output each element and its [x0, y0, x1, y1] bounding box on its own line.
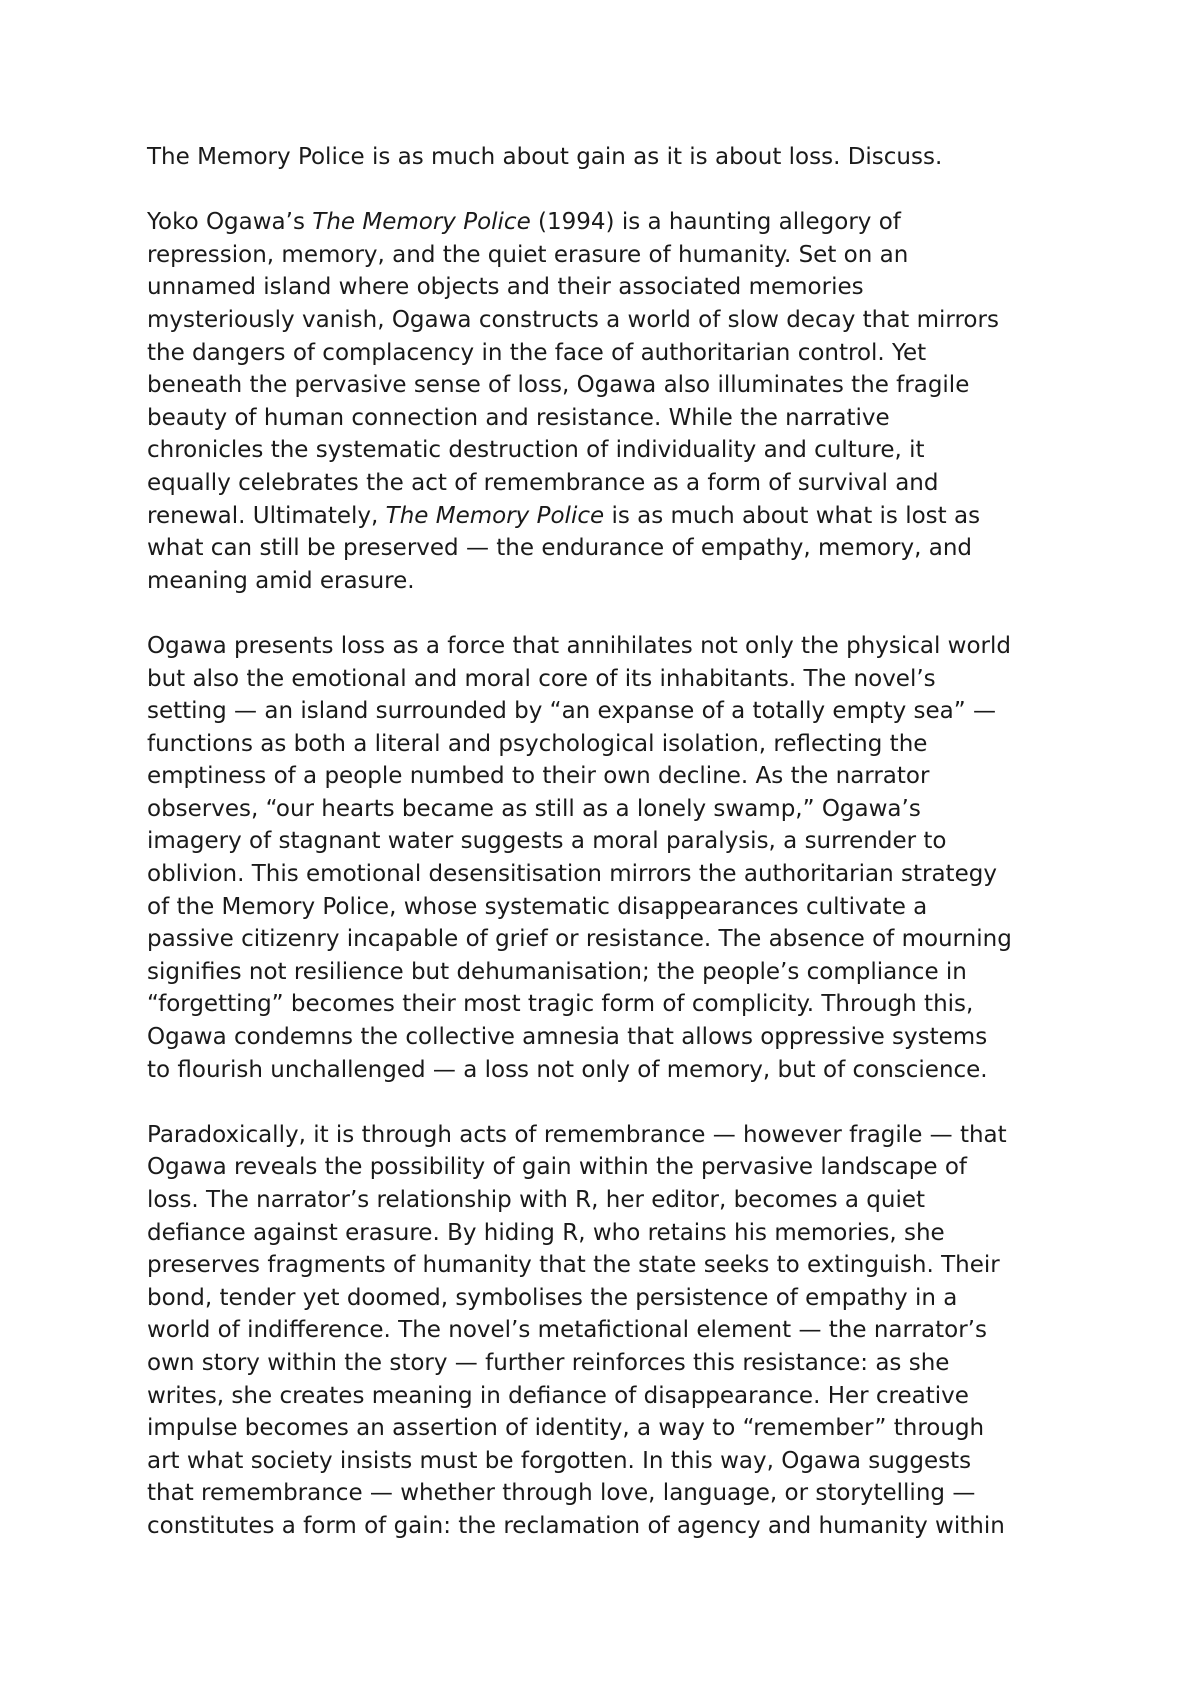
paragraph-line	[147, 1314, 1077, 1347]
text-run: setting — an island surrounded by “an expanse of a totally empty sea” —	[147, 698, 996, 725]
text-run: observes, “our hearts became as still as a lonely swamp,” Ogawa’s	[147, 795, 921, 822]
paragraph-line	[147, 1412, 1077, 1445]
paragraph-line	[147, 1184, 1077, 1217]
paragraph-line	[147, 1347, 1077, 1380]
paragraph-line	[147, 923, 1077, 956]
paragraph-line	[147, 1119, 1077, 1152]
paragraph-line	[147, 1021, 1077, 1054]
text-run: Paradoxically, it is through acts of remembrance — however fragile — that	[147, 1121, 1007, 1148]
text-run: oblivion. This emotional desensitisation mirrors the authoritarian strategy	[147, 861, 997, 888]
text-run: bond, tender yet doomed, symbolises the persistence of empathy in a	[147, 1284, 958, 1311]
text-run: that remembrance — whether through love, language, or storytelling —	[147, 1480, 976, 1507]
text-run: own story within the story — further reinforces this resistance: as she	[147, 1349, 950, 1376]
essay-paragraph	[147, 1119, 1077, 1543]
text-run: passive citizenry incapable of grief or resistance. The absence of mourning	[147, 926, 1012, 953]
text-run: equally celebrates the act of remembrance as a form of survival and	[147, 469, 939, 496]
text-run: meaning amid erasure.	[147, 567, 415, 594]
text-run: “forgetting” becomes their most tragic form of complicity. Through this,	[147, 991, 974, 1018]
text-run: art what society insists must be forgotten. In this way, Ogawa suggests	[147, 1447, 972, 1474]
paragraph-line	[147, 206, 1077, 239]
paragraph-line	[147, 1477, 1077, 1510]
text-run: but also the emotional and moral core of its inhabitants. The novel’s	[147, 665, 936, 692]
paragraph-line	[147, 467, 1077, 500]
paragraph-line	[147, 1445, 1077, 1478]
paragraph-line	[147, 793, 1077, 826]
text-run: loss. The narrator’s relationship with R, her editor, becomes a quiet	[147, 1187, 926, 1213]
text-run: Ogawa condemns the collective amnesia that allows oppressive systems	[147, 1024, 988, 1051]
book-title-italic: The Memory Police	[385, 502, 605, 529]
essay-question-text: The Memory Police is as much about gain as it is about loss. Discuss.	[147, 144, 943, 170]
text-run: chronicles the systematic destruction of individuality and culture, it	[147, 437, 925, 464]
text-run: defiance against erasure. By hiding R, who retains his memories, she	[147, 1219, 945, 1246]
paragraph-line	[147, 1054, 1077, 1087]
document-page	[147, 141, 1077, 1575]
text-run: beauty of human connection and resistance. While the narrative	[147, 404, 890, 431]
text-run: beneath the pervasive sense of loss, Ogawa also illuminates the fragile	[147, 372, 970, 399]
paragraph-line	[147, 858, 1077, 891]
paragraph-line	[147, 304, 1077, 337]
text-run: constitutes a form of gain: the reclamation of agency and humanity within	[147, 1512, 1005, 1539]
paragraph-line	[147, 728, 1077, 761]
paragraph-line	[147, 1151, 1077, 1184]
text-run: imagery of stagnant water suggests a moral paralysis, a surrender to	[147, 828, 947, 855]
text-run: the dangers of complacency in the face of authoritarian control. Yet	[147, 339, 927, 366]
paragraph-line	[147, 663, 1077, 696]
paragraph-line	[147, 402, 1077, 435]
paragraph-line	[147, 1380, 1077, 1413]
essay-paragraph	[147, 630, 1077, 1086]
text-run: repression, memory, and the quiet erasure of humanity. Set on an	[147, 241, 909, 268]
paragraph-line	[147, 369, 1077, 402]
paragraph-line	[147, 337, 1077, 370]
book-title-italic: The Memory Police	[312, 209, 531, 236]
paragraph-line	[147, 695, 1077, 728]
paragraph-line	[147, 825, 1077, 858]
text-run: unnamed island where objects and their associated memories	[147, 274, 864, 301]
text-run: is as much about what is lost as	[604, 502, 981, 529]
paragraph-line	[147, 760, 1077, 793]
essay-body	[147, 206, 1077, 1542]
text-run: what can still be preserved — the endurance of empathy, memory, and	[147, 535, 973, 562]
paragraph-line	[147, 565, 1077, 598]
paragraph-line	[147, 271, 1077, 304]
text-run: preserves fragments of humanity that the state seeks to extinguish. Their	[147, 1252, 1000, 1279]
paragraph-line	[147, 1282, 1077, 1315]
paragraph-line	[147, 532, 1077, 565]
text-run: (1994) is a haunting allegory of	[530, 209, 901, 236]
text-run: writes, she creates meaning in defiance of disappearance. Her creative	[147, 1382, 969, 1409]
paragraph-line	[147, 630, 1077, 663]
paragraph-line	[147, 1249, 1077, 1282]
essay-paragraph	[147, 206, 1077, 597]
text-run: to flourish unchallenged — a loss not only of memory, but of conscience.	[147, 1056, 988, 1083]
text-run: emptiness of a people numbed to their own decline. As the narrator	[147, 763, 930, 790]
text-run: mysteriously vanish, Ogawa constructs a world of slow decay that mirrors	[147, 306, 999, 333]
paragraph-line	[147, 239, 1077, 272]
paragraph-line	[147, 1510, 1077, 1543]
paragraph-line	[147, 500, 1077, 533]
paragraph-line	[147, 434, 1077, 467]
paragraph-line	[147, 988, 1077, 1021]
text-run: renewal. Ultimately,	[147, 502, 386, 529]
paragraph-line	[147, 891, 1077, 924]
text-run: impulse becomes an assertion of identity, a way to “remember” through	[147, 1415, 985, 1442]
text-run: functions as both a literal and psychological isolation, reflecting the	[147, 730, 928, 757]
text-run: Ogawa presents loss as a force that annihilates not only the physical world	[147, 632, 1011, 659]
text-run: world of indifference. The novel’s metafictional element — the narrator’s	[147, 1317, 987, 1344]
essay-question	[147, 141, 1077, 174]
text-run: of the Memory Police, whose systematic disappearances cultivate a	[147, 893, 928, 920]
text-run: signifies not resilience but dehumanisation; the people’s compliance in	[147, 958, 967, 985]
paragraph-line	[147, 1217, 1077, 1250]
text-run: Ogawa reveals the possibility of gain within the pervasive landscape of	[147, 1154, 968, 1181]
paragraph-line	[147, 956, 1077, 989]
text-run: Yoko Ogawa’s	[147, 209, 313, 236]
